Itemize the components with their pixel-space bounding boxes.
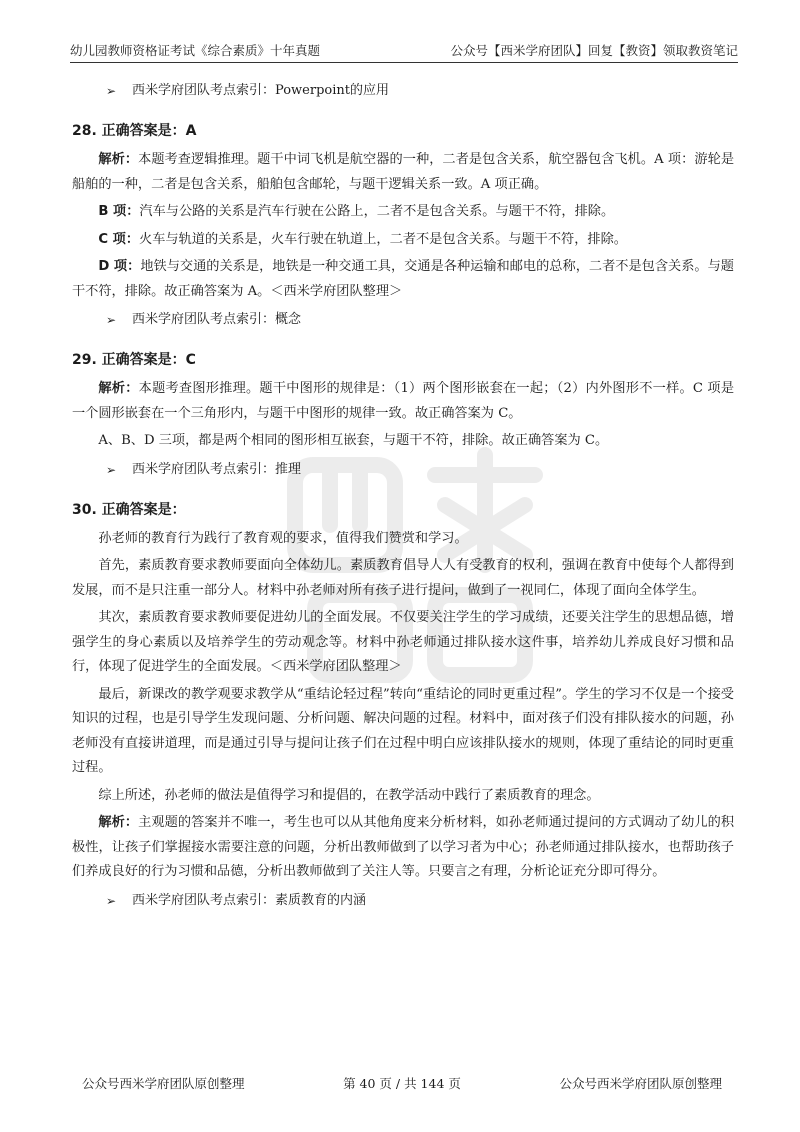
option-c-label: C 项： — [98, 231, 140, 247]
footer-right-text: 公众号西米学府团队原创整理 — [559, 1076, 722, 1091]
knowledge-index-tag — [72, 888, 734, 914]
tag-text: 西米学府团队考点索引：素质教育的内涵 — [132, 892, 367, 908]
option-b-label: B 项： — [98, 204, 140, 219]
q30-paragraph: 综上所述，孙老师的做法是值得学习和提倡的，在教学活动中践行了素质教育的理念。 — [98, 787, 600, 803]
knowledge-index-tag — [72, 78, 734, 104]
q28-analysis-text: 本题考查逻辑推理。题干中词飞机是航空器的一种，二者是包含关系，航空器包含飞机。A 项：游轮是船舶的一种，二者是包含关系，船舶包含邮轮，与题干逻辑关系一致。A 项正确。 — [72, 152, 735, 192]
q28-option-c — [72, 228, 734, 253]
q30-paragraph: 最后，新课改的教学观要求教学从“重结论轻过程”转向“重结论的同时更重过程”。学生的学习不仅是一个接受知识的过程，也是引导学生发现问题、分析问题、解决问题的过程。材料中，面对孩子们没有排队接水的问题，孙老师没有直接讲道理，而是通过引导与提问让孩子们在过程中明白应该排队接水的规则，体现了重结论的同时更重过程。 — [72, 686, 734, 775]
analysis-label: 解析： — [98, 381, 139, 396]
question-30-title: 30. 正确答案是： — [72, 501, 186, 518]
analysis-label: 解析： — [98, 152, 139, 167]
arrow-bullet-icon: ➢ — [106, 893, 117, 908]
tag-text: 西米学府团队考点索引：推理 — [132, 461, 302, 477]
q29-analysis-text: 本题考查图形推理。题干中图形的规律是：（1）两个图形嵌套在一起；（2）内外图形不一样。C 项是一个圆形嵌套在一个三角形内，与题干中图形的规律一致。故正确答案为 C。 — [72, 381, 735, 421]
page-number: 第 40 页 / 共 144 页 — [343, 1076, 461, 1091]
analysis-label: 解析： — [98, 815, 139, 830]
knowledge-index-tag — [72, 307, 734, 333]
q28-option-b-text: 汽车与公路的关系是汽车行驶在公路上，二者不是包含关系。与题干不符，排除。 — [139, 204, 615, 219]
q28-option-d — [72, 255, 734, 304]
header-right-text: 公众号【西米学府团队】回复【教资】领取教资笔记 — [450, 43, 738, 58]
arrow-bullet-icon: ➢ — [106, 313, 117, 327]
option-d-label: D 项： — [98, 259, 141, 274]
footer-left-text: 公众号西米学府团队原创整理 — [82, 1076, 245, 1091]
q28-analysis — [72, 148, 734, 197]
page-header — [70, 38, 738, 63]
knowledge-index-tag — [72, 457, 734, 483]
page-content — [72, 78, 734, 914]
q29-analysis — [72, 377, 734, 426]
q30-paragraph: 首先，素质教育要求教师要面向全体幼儿。素质教育倡导人人有受教育的权利，强调在教育中使每个人都得到发展，而不是只注重一部分人。材料中孙老师对所有孩子进行提问，做到了一视同仁，体现了面向全体学生。 — [72, 558, 734, 598]
q30-analysis-text: 主观题的答案并不唯一，考生也可以从其他角度来分析材料，如孙老师通过提问的方式调动了幼儿的积极性，让孩子们掌握接水需要注意的问题，分析出教师做到了以学习者为中心；孙老师通过排队接水，也帮助孩子们养成良好的行为习惯和品德，分析出教师做到了关注人等。只要言之有理，分析论证充分即可得分。 — [72, 815, 735, 879]
q29-paragraph: A、B、D 三项，都是两个相同的图形相互嵌套，与题干不符，排除。故正确答案为 C。 — [98, 433, 609, 448]
header-left-text: 幼儿园教师资格证考试《综合素质》十年真题 — [70, 43, 321, 58]
question-28-title: 28. 正确答案是：A — [72, 123, 197, 139]
q28-option-b — [72, 200, 734, 225]
tag-text: 西米学府团队考点索引：Powerpoint的应用 — [132, 83, 389, 98]
arrow-bullet-icon: ➢ — [106, 462, 117, 477]
question-29-title: 29. 正确答案是：C — [72, 352, 196, 368]
q30-paragraph: 孙老师的教育行为践行了教育观的要求，值得我们赞赏和学习。 — [98, 530, 468, 546]
q28-option-d-text: 地铁与交通的关系是，地铁是一种交通工具，交通是各种运输和邮电的总称，二者不是包含关系。与题干不符，排除。故正确答案为 A。＜西米学府团队整理＞ — [72, 259, 734, 299]
arrow-bullet-icon: ➢ — [106, 84, 117, 98]
tag-text: 西米学府团队考点索引：概念 — [132, 312, 302, 327]
q28-option-c-text: 火车与轨道的关系是，火车行驶在轨道上，二者不是包含关系。与题干不符，排除。 — [139, 231, 627, 247]
q30-analysis — [72, 811, 734, 885]
q30-paragraph: 其次，素质教育要求教师要促进幼儿的全面发展。不仅要关注学生的学习成绩，还要关注学生的思想品德，增强学生的身心素质以及培养学生的劳动观念等。材料中孙老师通过排队接水这件事，培养幼儿养成良好习惯和品行，体现了促进学生的全面发展。＜西米学府团队整理＞ — [72, 610, 734, 674]
page-footer — [82, 1074, 722, 1092]
